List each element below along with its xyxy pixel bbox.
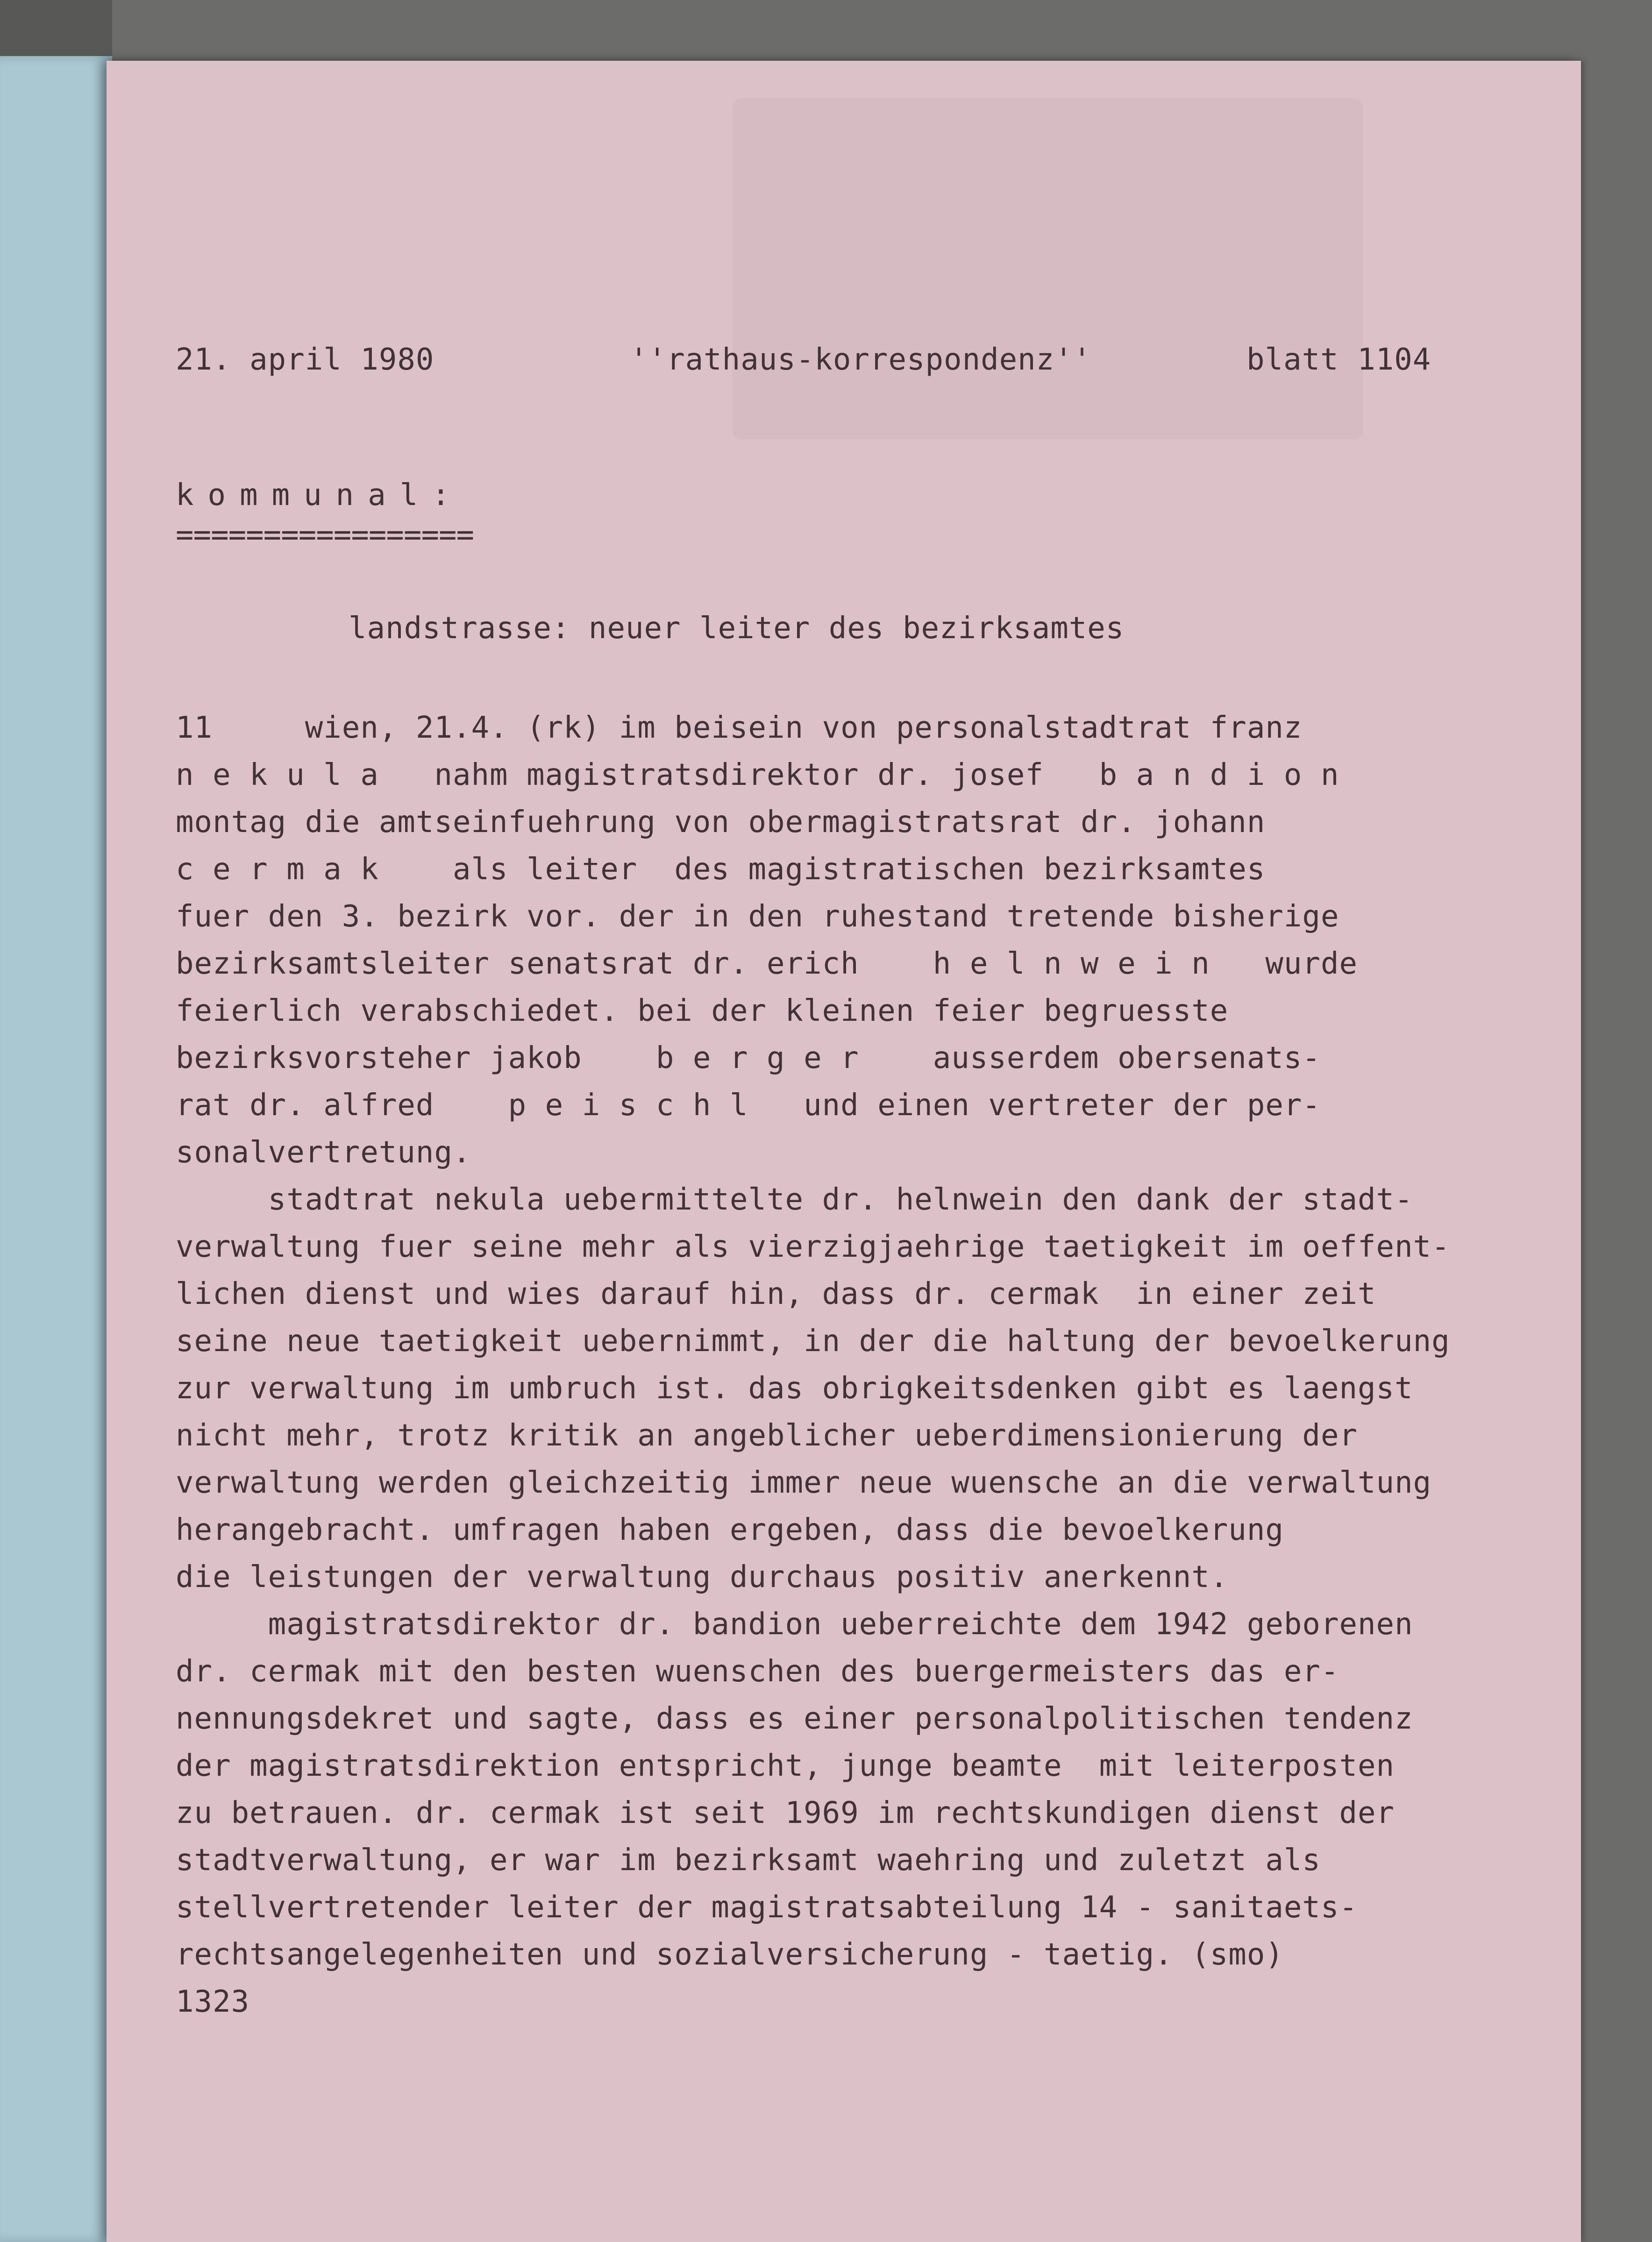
body-line: 11 wien, 21.4. (rk) im beisein von personalstadtrat franz xyxy=(176,711,1303,745)
body-line: zu betrauen. dr. cermak ist seit 1969 im rechtskundigen dienst der xyxy=(176,1796,1395,1830)
body-line: nicht mehr, trotz kritik an angeblicher ueberdimensionierung der xyxy=(176,1418,1358,1453)
bleed-through-logo xyxy=(733,98,1363,439)
section-underline: ================= xyxy=(176,518,474,552)
body-line: feierlich verabschiedet. bei der kleinen feier begruesste xyxy=(176,994,1229,1028)
body-line: montag die amtseinfuehrung von obermagistratsrat dr. johann xyxy=(176,805,1266,840)
body-line: lichen dienst und wies darauf hin, dass dr. cermak in einer zeit xyxy=(176,1277,1376,1311)
body-line: bezirksvorsteher jakob b e r g e r ausserdem obersenats- xyxy=(176,1041,1321,1075)
header-date: 21. april 1980 xyxy=(176,342,434,377)
body-line: dr. cermak mit den besten wuenschen des buergermeisters das er- xyxy=(176,1654,1339,1689)
body-line: stellvertretender leiter der magistratsabteilung 14 - sanitaets- xyxy=(176,1890,1358,1925)
body-line: verwaltung werden gleichzeitig immer neue wuensche an die verwaltung xyxy=(176,1466,1432,1500)
body-line: herangebracht. umfragen haben ergeben, dass die bevoelkerung xyxy=(176,1513,1284,1547)
body-line: sonalvertretung. xyxy=(176,1135,471,1170)
body-line: zur verwaltung im umbruch ist. das obrigkeitsdenken gibt es laengst xyxy=(176,1371,1413,1406)
body-line: rechtsangelegenheiten und sozialversicherung - taetig. (smo) xyxy=(176,1937,1284,1972)
header-publication: ''rathaus-korrespondenz'' xyxy=(630,342,1092,377)
body-line: verwaltung fuer seine mehr als vierzigjaehrige taetigkeit im oeffent- xyxy=(176,1230,1450,1264)
document-page xyxy=(107,61,1581,2242)
body-line: stadtverwaltung, er war im bezirksamt waehring und zuletzt als xyxy=(176,1843,1321,1878)
body-line: nennungsdekret und sagte, dass es einer personalpolitischen tendenz xyxy=(176,1701,1413,1736)
article-headline: landstrasse: neuer leiter des bezirksamtes xyxy=(349,611,1125,646)
article-body xyxy=(176,705,1450,2026)
body-line: c e r m a k als leiter des magistratischen bezirksamtes xyxy=(176,852,1266,887)
body-line: fuer den 3. bezirk vor. der in den ruhestand tretende bisherige xyxy=(176,899,1339,934)
body-line: magistratsdirektor dr. bandion ueberreichte dem 1942 geborenen xyxy=(176,1607,1413,1642)
header-page-number: blatt 1104 xyxy=(1246,342,1431,377)
blue-binder-edge xyxy=(0,56,112,2242)
body-line: die leistungen der verwaltung durchaus positiv anerkennt. xyxy=(176,1560,1229,1594)
background-top-edge xyxy=(0,0,112,56)
body-line: n e k u l a nahm magistratsdirektor dr. josef b a n d i o n xyxy=(176,758,1339,792)
body-line: rat dr. alfred p e i s c h l und einen vertreter der per- xyxy=(176,1088,1321,1123)
body-line: der magistratsdirektion entspricht, junge beamte mit leiterposten xyxy=(176,1749,1395,1783)
body-line: bezirksamtsleiter senatsrat dr. erich h e l n w e i n wurde xyxy=(176,947,1358,981)
body-line: stadtrat nekula uebermittelte dr. helnwein den dank der stadt- xyxy=(176,1182,1413,1217)
section-label: kommunal: xyxy=(176,478,464,512)
body-line: 1323 xyxy=(176,1985,250,2019)
body-line: seine neue taetigkeit uebernimmt, in der die haltung der bevoelkerung xyxy=(176,1324,1450,1359)
